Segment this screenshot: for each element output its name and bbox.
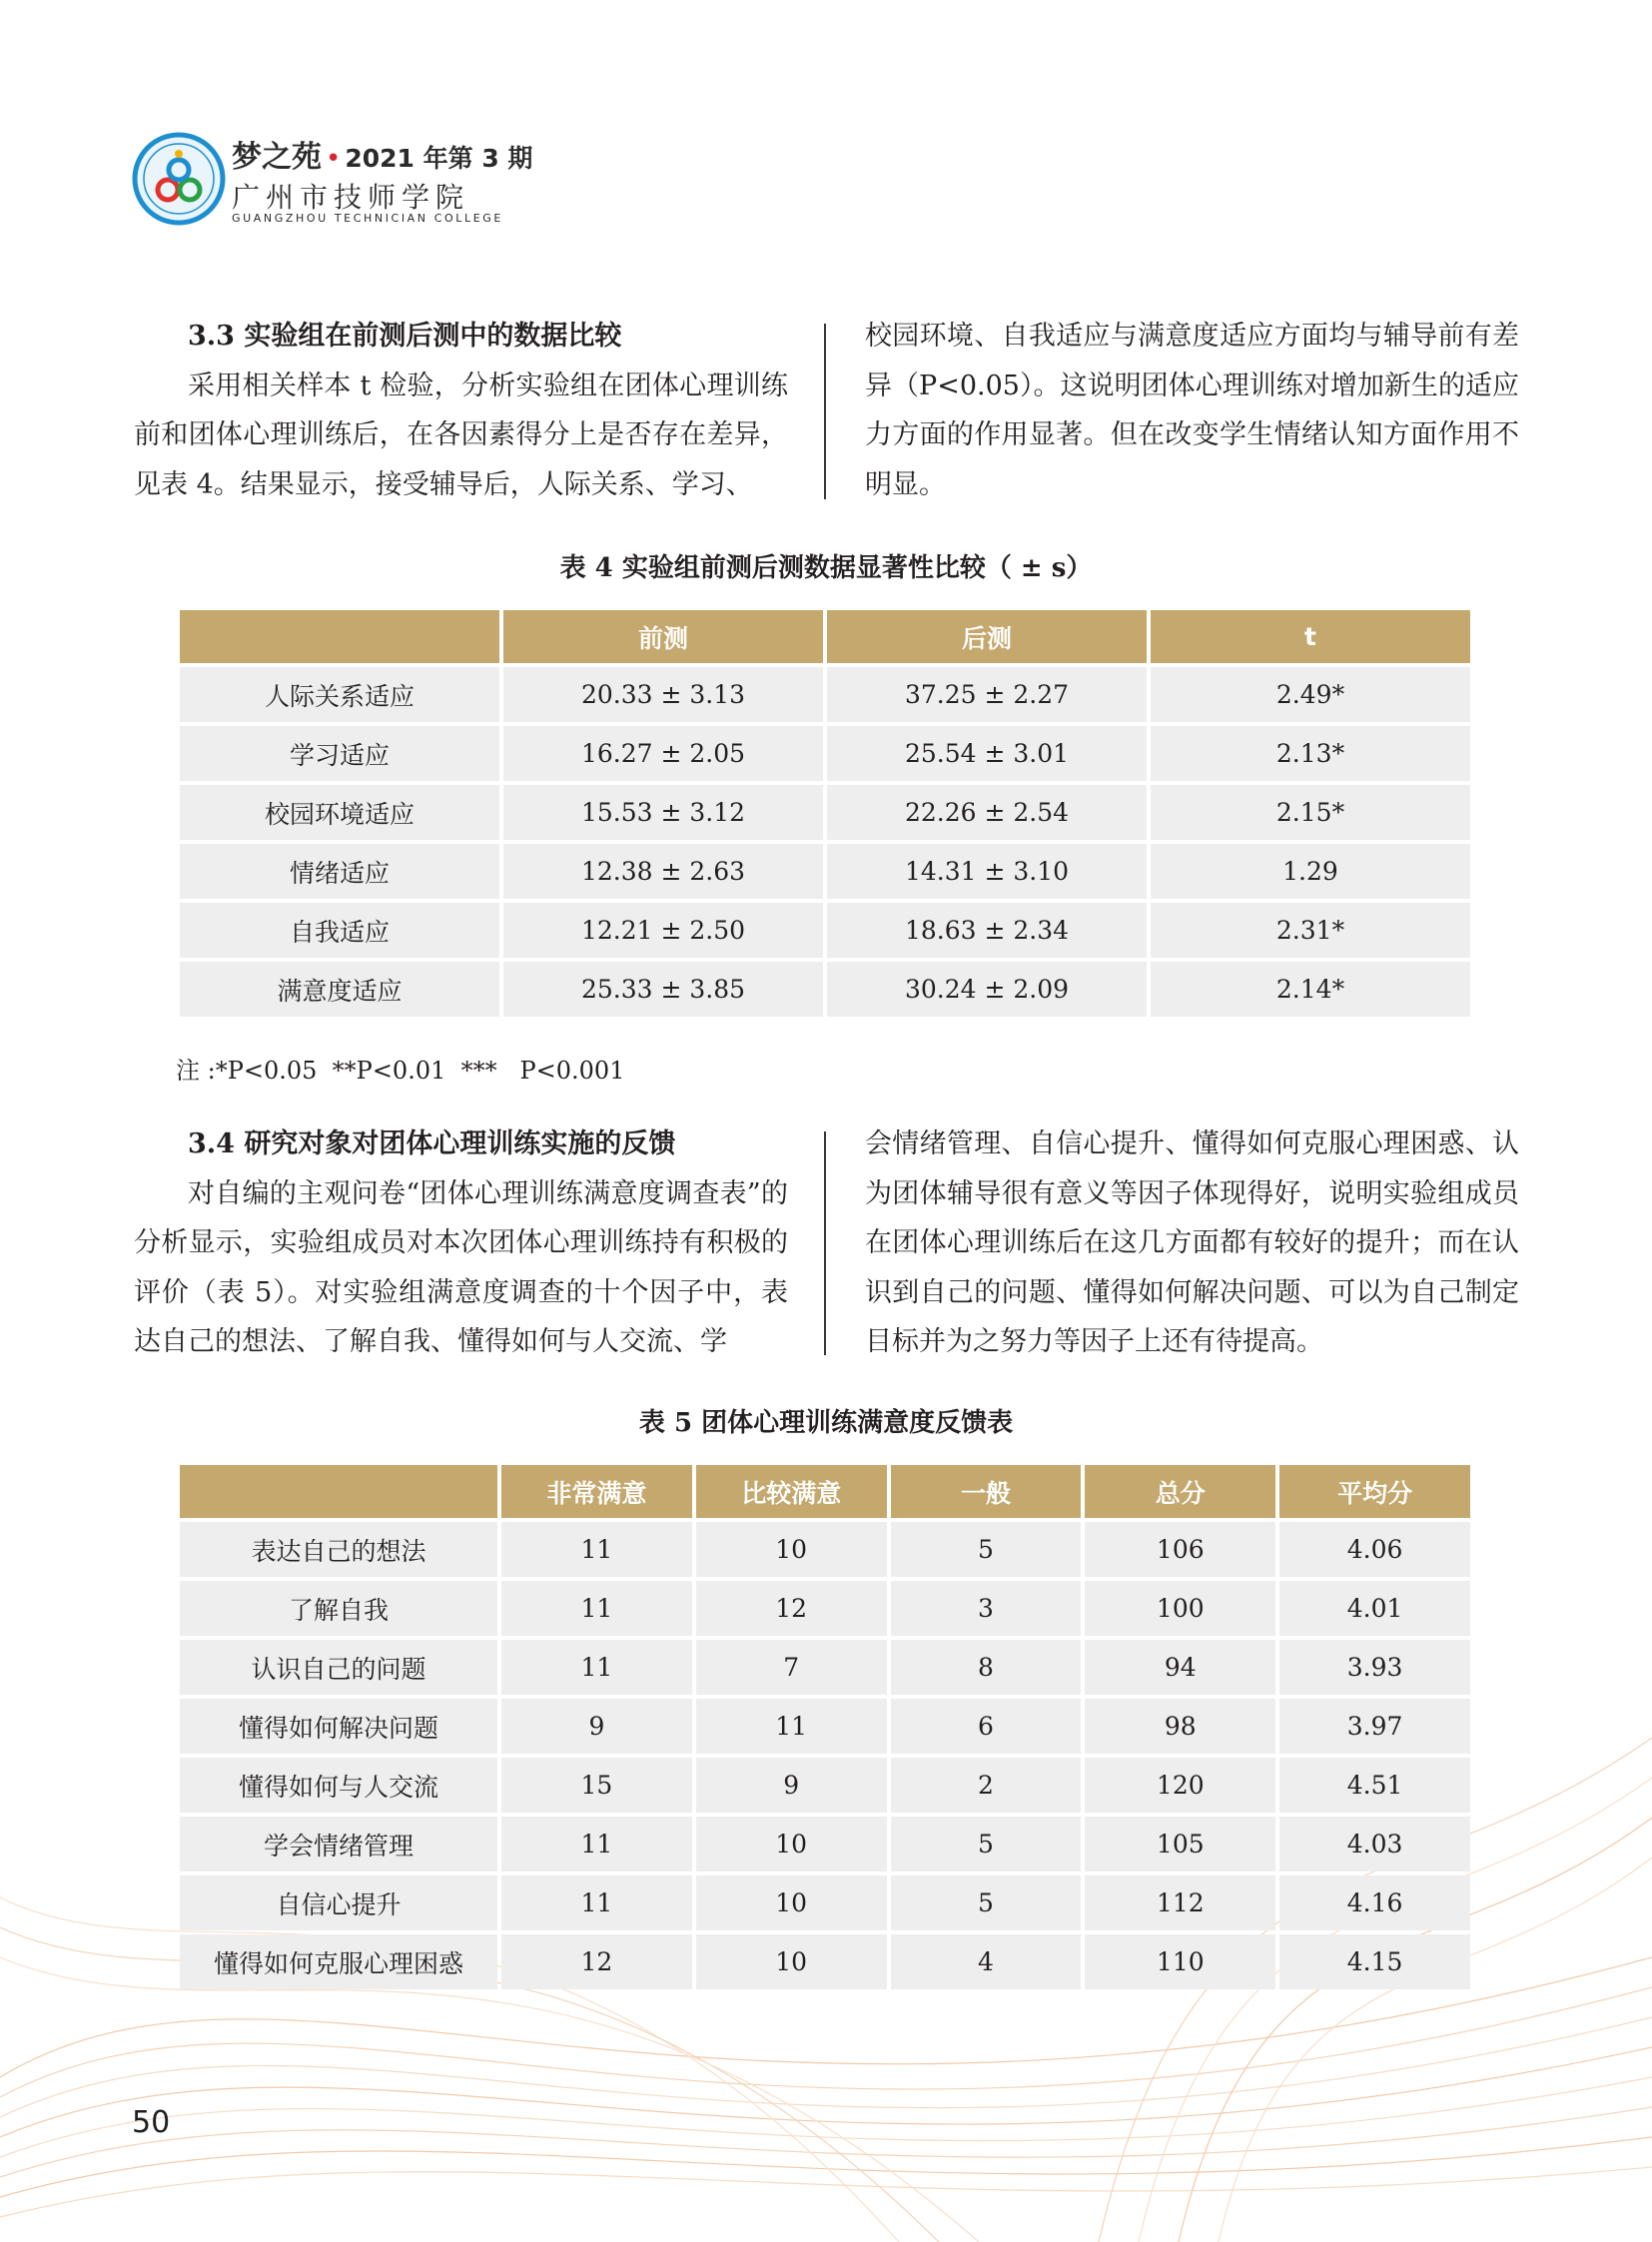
table-row xyxy=(180,785,1470,840)
table-cell: 10 xyxy=(696,1522,887,1577)
table-cell: 22.26 ± 2.54 xyxy=(827,785,1147,840)
section-3-3-heading: 3.3 实验组在前测后测中的数据比较 xyxy=(188,321,622,352)
column-divider xyxy=(824,324,826,499)
table-cell: 4.15 xyxy=(1279,1934,1470,1989)
table-cell: 12.21 ± 2.50 xyxy=(503,903,823,958)
table-cell: 106 xyxy=(1085,1522,1275,1577)
table-cell: 4.16 xyxy=(1279,1875,1470,1930)
table-header-row xyxy=(180,1465,1470,1518)
table-cell: 14.31 ± 3.10 xyxy=(827,844,1147,899)
table-cell: 112 xyxy=(1085,1875,1275,1930)
table-cell: 11 xyxy=(501,1581,692,1636)
table-cell: 3.93 xyxy=(1279,1640,1470,1695)
section-3-3-right-column xyxy=(865,312,1519,509)
table-row xyxy=(180,844,1470,899)
table-header-cell: 前测 xyxy=(503,610,823,663)
table-row xyxy=(180,903,1470,958)
table-cell: 4.51 xyxy=(1279,1758,1470,1813)
table-cell: 30.24 ± 2.09 xyxy=(827,962,1147,1017)
table-cell: 2.31* xyxy=(1151,903,1470,958)
table-cell: 12 xyxy=(501,1934,692,1989)
table-row xyxy=(180,1934,1470,1989)
table-cell: 2.15* xyxy=(1151,785,1470,840)
table-header-cell: 平均分 xyxy=(1279,1465,1470,1518)
table-cell: 9 xyxy=(696,1758,887,1813)
section-3-4-paragraph-right: 会情绪管理、自信心提升、懂得如何克服心理困惑、认为团体辅导很有意义等因子体现得好，说明实验组成员在团体心理训练后在这几方面都有较好的提升；而在认识到自己的问题、懂得如何解决问题、可以为自己制定目标并为之努力等因子上还有待提高。 xyxy=(865,1128,1519,1357)
title-dot-icon: • xyxy=(326,144,342,174)
table-header-cell: 非常满意 xyxy=(501,1465,692,1518)
table-cell: 4.06 xyxy=(1279,1522,1470,1577)
section-3-3-paragraph-left: 采用相关样本 t 检验，分析实验组在团体心理训练前和团体心理训练后，在各因素得分上是否存在差异，见表 4。结果显示，接受辅导后，人际关系、学习、 xyxy=(134,370,788,500)
table-cell: 37.25 ± 2.27 xyxy=(827,667,1147,722)
table-cell: 4.01 xyxy=(1279,1581,1470,1636)
table-cell: 18.63 ± 2.34 xyxy=(827,903,1147,958)
table-cell: 25.33 ± 3.85 xyxy=(503,962,823,1017)
section-3-4-paragraph-left: 对自编的主观问卷“团体心理训练满意度调查表”的分析显示，实验组成员对本次团体心理训练持有积极的评价（表 5）。对实验组满意度调查的十个因子中，表达自己的想法、了解自我、懂得如何与人交流、学 xyxy=(134,1177,788,1357)
row-label: 懂得如何克服心理困惑 xyxy=(180,1934,497,1989)
college-logo-icon xyxy=(132,132,226,226)
section-3-4-heading: 3.4 研究对象对团体心理训练实施的反馈 xyxy=(188,1128,676,1159)
table-cell: 4.03 xyxy=(1279,1817,1470,1871)
row-label: 自信心提升 xyxy=(180,1875,497,1930)
issue-label: 2021 年第 3 期 xyxy=(345,144,533,173)
table-cell: 3 xyxy=(891,1581,1082,1636)
table-cell: 12 xyxy=(696,1581,887,1636)
table-row xyxy=(180,1875,1470,1930)
column-divider xyxy=(824,1131,826,1355)
table-cell: 2.13* xyxy=(1151,726,1470,781)
table-cell: 11 xyxy=(501,1522,692,1577)
table-row xyxy=(180,1581,1470,1636)
row-label: 自我适应 xyxy=(180,903,499,958)
table-cell: 7 xyxy=(696,1640,887,1695)
section-3-3-left-column xyxy=(134,312,788,509)
table-cell: 2 xyxy=(891,1758,1082,1813)
table-row xyxy=(180,1699,1470,1754)
table-4-caption: 表 4 实验组前测后测数据显著性比较（ ± s） xyxy=(559,553,1093,583)
college-name-en: GUANGZHOU TECHNICIAN COLLEGE xyxy=(232,212,503,225)
table-cell: 120 xyxy=(1085,1758,1275,1813)
section-3-3-paragraph-right: 校园环境、自我适应与满意度适应方面均与辅导前有差异（P<0.05）。这说明团体心理训练对增加新生的适应力方面的作用显著。但在改变学生情绪认知方面作用不明显。 xyxy=(865,321,1519,500)
table-4-note: 注 :*P<0.05 **P<0.01 *** P<0.001 xyxy=(176,1057,625,1085)
table-cell: 3.97 xyxy=(1279,1699,1470,1754)
table-cell: 9 xyxy=(501,1699,692,1754)
table-row xyxy=(180,1640,1470,1695)
table-cell: 105 xyxy=(1085,1817,1275,1871)
table-cell: 11 xyxy=(501,1875,692,1930)
table-row xyxy=(180,726,1470,781)
table-header-cell: 总分 xyxy=(1085,1465,1275,1518)
table-header-cell xyxy=(180,1465,497,1518)
section-3-4-right-column xyxy=(865,1120,1519,1367)
magazine-name: 梦之苑 xyxy=(232,140,322,175)
table-cell: 2.49* xyxy=(1151,667,1470,722)
row-label: 情绪适应 xyxy=(180,844,499,899)
row-label: 学习适应 xyxy=(180,726,499,781)
table-cell: 100 xyxy=(1085,1581,1275,1636)
table-cell: 16.27 ± 2.05 xyxy=(503,726,823,781)
row-label: 学会情绪管理 xyxy=(180,1817,497,1871)
table-row xyxy=(180,962,1470,1017)
table-cell: 15 xyxy=(501,1758,692,1813)
table-cell: 10 xyxy=(696,1875,887,1930)
table-row xyxy=(180,1522,1470,1577)
page-number: 50 xyxy=(132,2105,171,2140)
table-header-cell: 一般 xyxy=(891,1465,1082,1518)
table-header-cell: t xyxy=(1151,610,1470,663)
row-label: 懂得如何与人交流 xyxy=(180,1758,497,1813)
table-cell: 5 xyxy=(891,1522,1082,1577)
table-cell: 94 xyxy=(1085,1640,1275,1695)
table-cell: 11 xyxy=(696,1699,887,1754)
row-label: 表达自己的想法 xyxy=(180,1522,497,1577)
table-row xyxy=(180,667,1470,722)
table-cell: 4 xyxy=(891,1934,1082,1989)
row-label: 了解自我 xyxy=(180,1581,497,1636)
row-label: 满意度适应 xyxy=(180,962,499,1017)
table-cell: 10 xyxy=(696,1817,887,1871)
section-3-4-left-column xyxy=(134,1120,788,1367)
row-label: 懂得如何解决问题 xyxy=(180,1699,497,1754)
table-cell: 110 xyxy=(1085,1934,1275,1989)
table-5 xyxy=(176,1461,1474,1993)
table-cell: 5 xyxy=(891,1875,1082,1930)
table-cell: 98 xyxy=(1085,1699,1275,1754)
table-5-caption: 表 5 团体心理训练满意度反馈表 xyxy=(638,1408,1014,1438)
college-name-cn: 广州市技师学院 xyxy=(232,181,470,214)
table-header-cell xyxy=(180,610,499,663)
table-cell: 12.38 ± 2.63 xyxy=(503,844,823,899)
table-cell: 11 xyxy=(501,1640,692,1695)
table-header-cell: 后测 xyxy=(827,610,1147,663)
table-cell: 25.54 ± 3.01 xyxy=(827,726,1147,781)
table-cell: 1.29 xyxy=(1151,844,1470,899)
table-row xyxy=(180,1817,1470,1871)
table-header-row xyxy=(180,610,1470,663)
table-cell: 20.33 ± 3.13 xyxy=(503,667,823,722)
table-cell: 2.14* xyxy=(1151,962,1470,1017)
table-cell: 8 xyxy=(891,1640,1082,1695)
table-cell: 11 xyxy=(501,1817,692,1871)
table-header-cell: 比较满意 xyxy=(696,1465,887,1518)
table-cell: 15.53 ± 3.12 xyxy=(503,785,823,840)
row-label: 人际关系适应 xyxy=(180,667,499,722)
table-4 xyxy=(176,606,1474,1021)
row-label: 认识自己的问题 xyxy=(180,1640,497,1695)
row-label: 校园环境适应 xyxy=(180,785,499,840)
table-cell: 10 xyxy=(696,1934,887,1989)
magazine-title xyxy=(232,132,532,176)
table-cell: 5 xyxy=(891,1817,1082,1871)
table-cell: 6 xyxy=(891,1699,1082,1754)
table-row xyxy=(180,1758,1470,1813)
